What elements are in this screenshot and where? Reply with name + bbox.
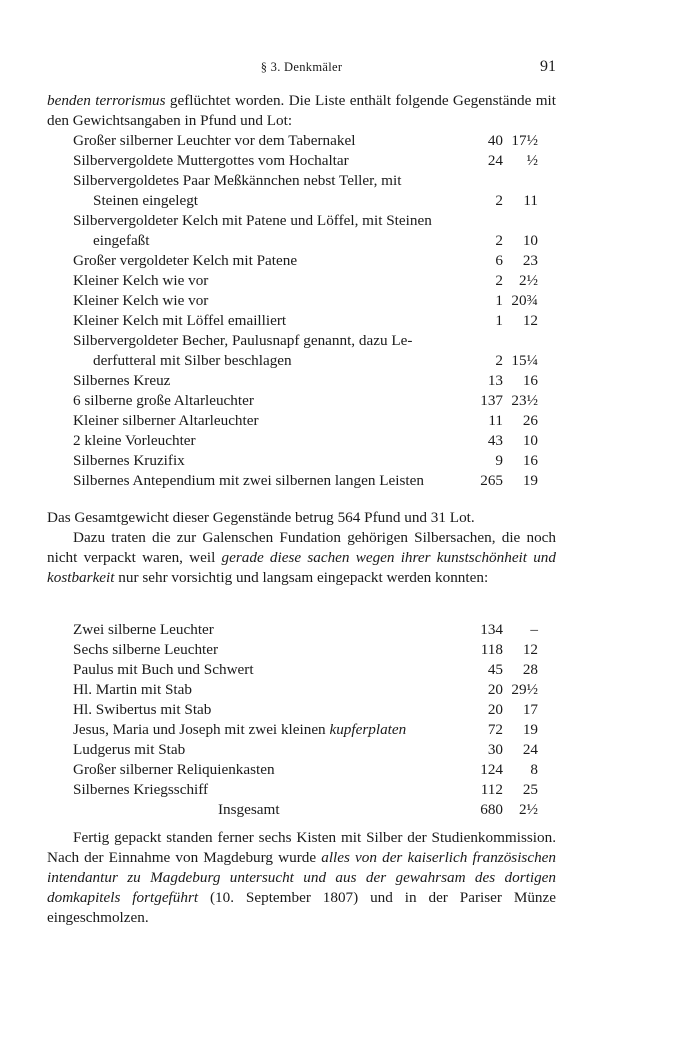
paragraph-text: (10. September 1807) und in der Pariser Münze eingeschmolzen. bbox=[47, 889, 556, 926]
pfund-value: 2 bbox=[495, 192, 503, 209]
pfund-value: 6 bbox=[495, 252, 503, 269]
emphasis-text: kupferplaten bbox=[329, 721, 407, 738]
list-item bbox=[73, 411, 538, 431]
item-name: Sechs silberne Leuchter bbox=[73, 641, 219, 658]
paragraph-closing bbox=[47, 828, 556, 928]
item-name: 6 silberne große Altarleuchter bbox=[73, 392, 254, 409]
inventory-list-2 bbox=[73, 620, 538, 820]
inventory-list-1 bbox=[73, 131, 538, 491]
page-header bbox=[47, 60, 556, 80]
list-item bbox=[73, 131, 538, 151]
item-name: Großer vergoldeter Kelch mit Patene bbox=[73, 252, 298, 269]
item-continuation: eingefaßt bbox=[93, 232, 150, 249]
pfund-value: 13 bbox=[487, 372, 503, 389]
emphasis-text: alles von der kaiserlich französischen intendantur zu Magdeburg untersucht und aus der gewahrsam des dortigen domkapitels fortgeführt bbox=[47, 849, 557, 906]
item-name: Hl. Swibertus mit Stab bbox=[73, 701, 212, 718]
paragraph-text: nur sehr vorsichtig und langsam eingepackt werden konnten: bbox=[114, 569, 489, 586]
lot-value: 23½ bbox=[511, 392, 538, 409]
pfund-value: 1 bbox=[495, 292, 503, 309]
item-continuation: derfutteral mit Silber beschlagen bbox=[93, 352, 292, 369]
emphasis-text: gerade diese sachen wegen ihrer kunstschönheit und kostbarkeit bbox=[47, 549, 556, 586]
lot-value: 12 bbox=[522, 641, 538, 658]
pfund-value: 11 bbox=[488, 412, 503, 429]
lot-value: 24 bbox=[522, 741, 538, 758]
item-name: Silbernes Kreuz bbox=[73, 372, 171, 389]
lot-value: 19 bbox=[522, 721, 538, 738]
pfund-value: 20 bbox=[487, 681, 503, 698]
pfund-value: 24 bbox=[487, 152, 503, 169]
pfund-value: 20 bbox=[487, 701, 503, 718]
page-number: 91 bbox=[540, 58, 556, 75]
item-name: Kleiner Kelch mit Löffel emailliert bbox=[73, 312, 287, 329]
list-item bbox=[73, 720, 538, 740]
paragraph-text: geflüchtet worden. Die Liste enthält folgende Gegenstände mit den Gewichtsangaben in Pfund und Lot: bbox=[47, 92, 556, 129]
item-name: Kleiner Kelch wie vor bbox=[73, 272, 209, 289]
lot-value: 12 bbox=[522, 312, 538, 329]
lot-value: 28 bbox=[522, 661, 538, 678]
list-item bbox=[73, 451, 538, 471]
paragraph-text: Fertig gepackt standen ferner sechs Kisten mit Silber der Studienkommission. Nach der Einnahme von Magdeburg wurde bbox=[47, 829, 556, 866]
item-name: Silbernes Antependium mit zwei silbernen langen Leisten bbox=[73, 472, 424, 489]
list-item bbox=[73, 740, 538, 760]
paragraph-intro bbox=[47, 91, 556, 131]
pfund-value: 2 bbox=[495, 272, 503, 289]
pfund-value: 118 bbox=[480, 641, 503, 658]
item-name: Silbernes Kriegsschiff bbox=[73, 781, 209, 798]
pfund-value: 134 bbox=[480, 621, 503, 638]
item-line: Silbervergoldetes Paar Meßkännchen nebst Teller, mit bbox=[73, 172, 402, 189]
item-name: Ludgerus mit Stab bbox=[73, 741, 186, 758]
lot-value: 16 bbox=[522, 372, 538, 389]
lot-value: 25 bbox=[522, 781, 538, 798]
pfund-value: 2 bbox=[495, 352, 503, 369]
list-item bbox=[73, 331, 538, 371]
list-item bbox=[73, 151, 538, 171]
pfund-value: 30 bbox=[487, 741, 503, 758]
total-label: Insgesamt bbox=[218, 801, 280, 818]
item-name: Hl. Martin mit Stab bbox=[73, 681, 192, 698]
list-item bbox=[73, 431, 538, 451]
pfund-value: 265 bbox=[480, 472, 503, 489]
paragraph-galen bbox=[47, 508, 556, 588]
list-item bbox=[73, 640, 538, 660]
lot-value: 2½ bbox=[519, 801, 538, 818]
item-name: 2 kleine Vorleuchter bbox=[73, 432, 196, 449]
list-item bbox=[73, 780, 538, 800]
list-item bbox=[73, 251, 538, 271]
item-name bbox=[73, 211, 469, 251]
list-item bbox=[73, 660, 538, 680]
pfund-value: 45 bbox=[487, 661, 503, 678]
list-item bbox=[73, 620, 538, 640]
item-name bbox=[73, 331, 469, 371]
pfund-value: 9 bbox=[495, 452, 503, 469]
item-name: Kleiner silberner Altarleuchter bbox=[73, 412, 259, 429]
pfund-value: 43 bbox=[487, 432, 503, 449]
item-name: Silbernes Kruzifix bbox=[73, 452, 185, 469]
list-item bbox=[73, 311, 538, 331]
lot-value: 17½ bbox=[511, 132, 538, 149]
item-line: Silbervergoldeter Becher, Paulusnapf genannt, dazu Le- bbox=[73, 332, 413, 349]
list-item bbox=[73, 171, 538, 211]
item-name: Silbervergoldete Muttergottes vom Hochaltar bbox=[73, 152, 349, 169]
item-name: Paulus mit Buch und Schwert bbox=[73, 661, 254, 678]
lot-value: 16 bbox=[522, 452, 538, 469]
lot-value: 23 bbox=[522, 252, 538, 269]
pfund-value: 40 bbox=[487, 132, 503, 149]
lot-value: 10 bbox=[522, 232, 538, 249]
list-item bbox=[73, 700, 538, 720]
paragraph-text: Dazu traten die zur Galenschen Fundation gehörigen Silbersachen, die noch nicht verpackt waren, weil bbox=[47, 529, 556, 566]
lot-value: 15¼ bbox=[511, 352, 538, 369]
item-name bbox=[73, 720, 469, 740]
item-name bbox=[73, 171, 469, 211]
total-weight-line: Das Gesamtgewicht dieser Gegenstände betrug 564 Pfund und 31 Lot. bbox=[47, 509, 475, 526]
pfund-value: 137 bbox=[480, 392, 503, 409]
lot-value: 26 bbox=[522, 412, 538, 429]
emphasis-text: benden terrorismus bbox=[47, 92, 166, 109]
lot-value: 10 bbox=[522, 432, 538, 449]
list-item bbox=[73, 760, 538, 780]
pfund-value: 72 bbox=[487, 721, 503, 738]
running-head: § 3. Denkmäler bbox=[260, 60, 343, 74]
lot-value: – bbox=[530, 621, 538, 638]
item-name: Kleiner Kelch wie vor bbox=[73, 292, 209, 309]
item-name: Großer silberner Reliquienkasten bbox=[73, 761, 275, 778]
list-item bbox=[73, 371, 538, 391]
pfund-value: 1 bbox=[495, 312, 503, 329]
lot-value: 20¾ bbox=[511, 292, 538, 309]
lot-value: ½ bbox=[526, 152, 538, 169]
lot-value: 19 bbox=[522, 472, 538, 489]
pfund-value: 2 bbox=[495, 232, 503, 249]
lot-value: 8 bbox=[530, 761, 538, 778]
list-item bbox=[73, 391, 538, 411]
pfund-value: 680 bbox=[480, 801, 503, 818]
pfund-value: 124 bbox=[480, 761, 503, 778]
item-line: Silbervergoldeter Kelch mit Patene und Löffel, mit Steinen bbox=[73, 212, 432, 229]
lot-value: 2½ bbox=[519, 272, 538, 289]
list-item bbox=[73, 271, 538, 291]
lot-value: 29½ bbox=[511, 681, 538, 698]
list-item bbox=[73, 291, 538, 311]
list-item bbox=[73, 680, 538, 700]
pfund-value: 112 bbox=[480, 781, 503, 798]
list-item bbox=[73, 211, 538, 251]
list-item bbox=[73, 471, 538, 491]
lot-value: 11 bbox=[523, 192, 538, 209]
lot-value: 17 bbox=[522, 701, 538, 718]
total-row bbox=[73, 800, 538, 820]
item-name: Zwei silberne Leuchter bbox=[73, 621, 214, 638]
item-continuation: Steinen eingelegt bbox=[93, 192, 199, 209]
item-name: Großer silberner Leuchter vor dem Tabernakel bbox=[73, 132, 356, 149]
item-line: Jesus, Maria und Joseph mit zwei kleinen bbox=[73, 721, 330, 738]
